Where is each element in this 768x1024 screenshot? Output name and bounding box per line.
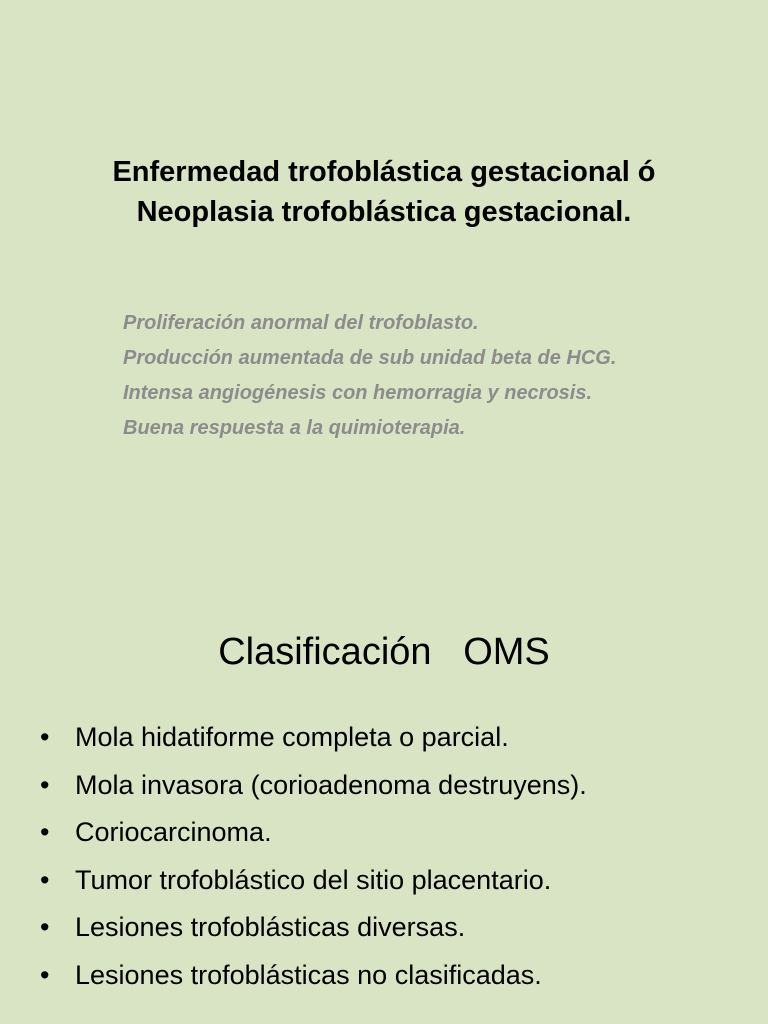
bullet-icon: • xyxy=(40,912,50,942)
classification-label: Tumor trofoblástico del sitio placentario. xyxy=(75,864,552,895)
section-heading: Clasificación OMS xyxy=(218,631,550,673)
classification-item xyxy=(40,714,760,762)
classification-label: Mola invasora (corioadenoma destruyens). xyxy=(75,769,587,800)
classification-label: Lesiones trofoblásticas no clasificadas. xyxy=(75,959,542,990)
bullet-icon: • xyxy=(40,959,50,990)
classification-item xyxy=(40,904,760,952)
slide-title xyxy=(20,152,748,232)
classification-item xyxy=(40,762,760,810)
bullet-icon: • xyxy=(40,722,50,752)
fact-item: Producción aumentada de sub unidad beta de HCG. xyxy=(123,347,617,369)
classification-item xyxy=(40,857,760,905)
classification-label: Coriocarcinoma. xyxy=(75,817,272,847)
classification-list xyxy=(40,714,760,999)
classification-label: Mola hidatiforme completa o parcial. xyxy=(75,722,509,752)
bullet-icon: • xyxy=(40,769,50,800)
classification-item xyxy=(40,809,760,857)
facts-list xyxy=(123,306,743,446)
fact-item: Buena respuesta a la quimioterapia. xyxy=(123,417,466,439)
classification-item xyxy=(40,952,760,1000)
title-line-2: Neoplasia trofoblástica gestacional. xyxy=(136,196,632,228)
fact-item: Proliferación anormal del trofoblasto. xyxy=(123,312,479,334)
title-line-1: Enfermedad trofoblástica gestacional ó xyxy=(112,156,656,188)
bullet-icon: • xyxy=(40,864,50,895)
bullet-icon: • xyxy=(40,817,50,847)
fact-item: Intensa angiogénesis con hemorragia y necrosis. xyxy=(123,382,593,404)
classification-label: Lesiones trofoblásticas diversas. xyxy=(75,912,466,942)
